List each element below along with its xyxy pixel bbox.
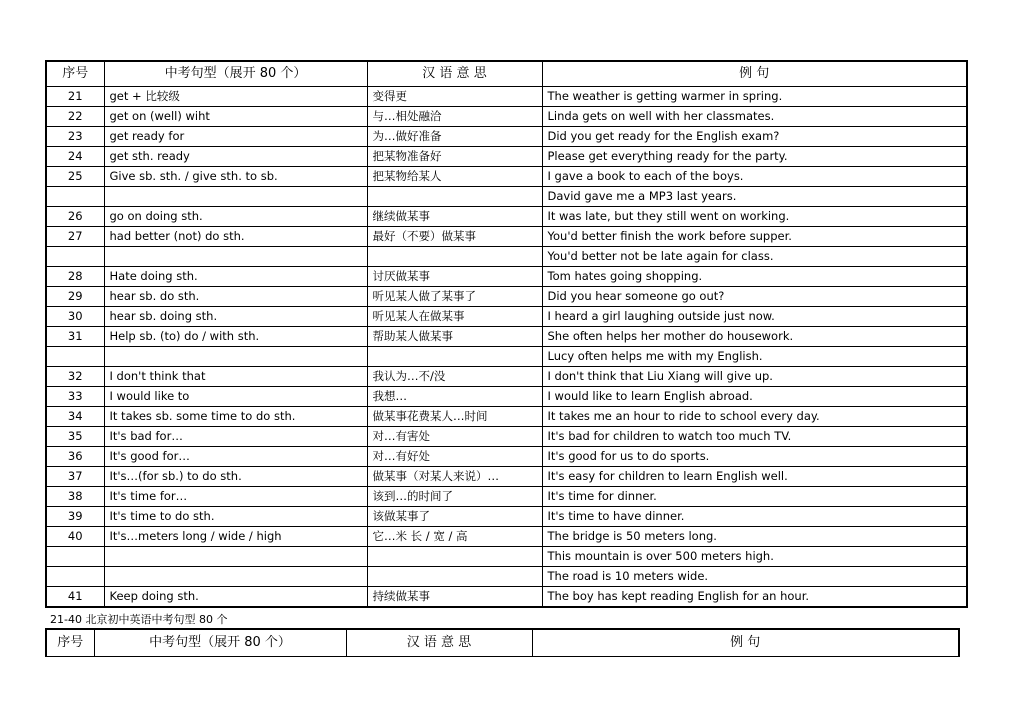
row-example: It was late, but they still went on working. [542,207,967,227]
row-num: 21 [46,87,104,107]
row-meaning: 做某事（对某人来说）… [367,467,542,487]
row-example: You'd better not be late again for class. [542,247,967,267]
row-meaning: 对…有好处 [367,447,542,467]
table-row [46,187,967,207]
row-example: It takes me an hour to ride to school every day. [542,407,967,427]
sentence-pattern-table [45,60,968,608]
row-num [46,547,104,567]
row-example: It's easy for children to learn English well. [542,467,967,487]
row-pattern: I don't think that [104,367,367,387]
table-row [46,207,967,227]
row-meaning: 把某物给某人 [367,167,542,187]
row-example: Please get everything ready for the party. [542,147,967,167]
row-num: 38 [46,487,104,507]
row-pattern [104,187,367,207]
table-row [46,327,967,347]
row-example: The boy has kept reading English for an hour. [542,587,967,608]
row-meaning: 最好（不要）做某事 [367,227,542,247]
row-pattern: get sth. ready [104,147,367,167]
row-example: Did you hear someone go out? [542,287,967,307]
table-row [46,127,967,147]
row-example: It's good for us to do sports. [542,447,967,467]
table-row [46,467,967,487]
row-meaning [367,187,542,207]
row-num [46,247,104,267]
row-num [46,347,104,367]
table-row [46,527,967,547]
row-num: 26 [46,207,104,227]
row-example: Did you get ready for the English exam? [542,127,967,147]
table-header-row [46,61,967,87]
row-pattern: Give sb. sth. / give sth. to sb. [104,167,367,187]
row-meaning: 该做某事了 [367,507,542,527]
table-row [46,367,967,387]
row-example: The bridge is 50 meters long. [542,527,967,547]
table-row [46,567,967,587]
row-example: I don't think that Liu Xiang will give up. [542,367,967,387]
page-caption: 21-40 北京初中英语中考句型 80 个 [50,613,228,626]
row-meaning: 帮助某人做某事 [367,327,542,347]
row-num: 31 [46,327,104,347]
header-example: 例 句 [542,61,967,87]
table-row [46,247,967,267]
row-example: It's time to have dinner. [542,507,967,527]
row-example: Lucy often helps me with my English. [542,347,967,367]
row-num: 28 [46,267,104,287]
table-row [46,487,967,507]
row-pattern: It's bad for… [104,427,367,447]
row-example: She often helps her mother do housework. [542,327,967,347]
row-num: 30 [46,307,104,327]
header-meaning: 汉 语 意 思 [367,61,542,87]
row-example: It's bad for children to watch too much TV. [542,427,967,447]
table-header-row-2 [46,629,959,657]
row-meaning [367,567,542,587]
table-row [46,147,967,167]
row-pattern: get ready for [104,127,367,147]
row-meaning: 把某物准备好 [367,147,542,167]
row-pattern: had better (not) do sth. [104,227,367,247]
table-body [46,87,967,608]
row-meaning: 我想… [367,387,542,407]
row-pattern: It's good for… [104,447,367,467]
table-row [46,167,967,187]
row-num: 37 [46,467,104,487]
row-meaning: 该到…的时间了 [367,487,542,507]
row-meaning [367,547,542,567]
row-num: 34 [46,407,104,427]
row-meaning: 做某事花费某人…时间 [367,407,542,427]
row-meaning: 持续做某事 [367,587,542,608]
row-num: 32 [46,367,104,387]
row-num: 35 [46,427,104,447]
table-row [46,267,967,287]
row-pattern: get + 比较级 [104,87,367,107]
row-example: The road is 10 meters wide. [542,567,967,587]
row-example: Linda gets on well with her classmates. [542,107,967,127]
row-pattern: go on doing sth. [104,207,367,227]
row-example: I heard a girl laughing outside just now. [542,307,967,327]
table-row [46,347,967,367]
row-num: 40 [46,527,104,547]
row-pattern [104,547,367,567]
row-num: 25 [46,167,104,187]
row-num [46,187,104,207]
row-example: David gave me a MP3 last years. [542,187,967,207]
row-num: 29 [46,287,104,307]
row-meaning: 与…相处融洽 [367,107,542,127]
table-row [46,427,967,447]
table-row [46,587,967,608]
row-pattern: It takes sb. some time to do sth. [104,407,367,427]
header2-pattern: 中考句型（展开 80 个） [94,629,346,657]
table-row [46,507,967,527]
row-example: This mountain is over 500 meters high. [542,547,967,567]
row-pattern [104,247,367,267]
row-num: 27 [46,227,104,247]
next-page-table-header [45,628,960,657]
row-pattern: It's…(for sb.) to do sth. [104,467,367,487]
header-pattern: 中考句型（展开 80 个） [104,61,367,87]
row-example: You'd better finish the work before supper. [542,227,967,247]
row-meaning: 变得更 [367,87,542,107]
row-pattern: Hate doing sth. [104,267,367,287]
row-num: 23 [46,127,104,147]
row-meaning: 对…有害处 [367,427,542,447]
table-row [46,547,967,567]
row-pattern: I would like to [104,387,367,407]
row-num: 24 [46,147,104,167]
row-pattern: Keep doing sth. [104,587,367,608]
row-meaning [367,347,542,367]
row-meaning: 我认为…不/没 [367,367,542,387]
table-row [46,447,967,467]
row-num: 22 [46,107,104,127]
row-meaning: 继续做某事 [367,207,542,227]
table-row [46,87,967,107]
header2-meaning: 汉 语 意 思 [346,629,532,657]
row-meaning: 听见某人做了某事了 [367,287,542,307]
row-pattern: It's time to do sth. [104,507,367,527]
row-num [46,567,104,587]
row-example: Tom hates going shopping. [542,267,967,287]
row-example: The weather is getting warmer in spring. [542,87,967,107]
row-num: 39 [46,507,104,527]
header2-example: 例 句 [532,629,959,657]
table-row [46,107,967,127]
row-meaning: 它…米 长 / 宽 / 高 [367,527,542,547]
table-row [46,407,967,427]
row-pattern: It's time for… [104,487,367,507]
row-meaning: 听见某人在做某事 [367,307,542,327]
row-meaning: 讨厌做某事 [367,267,542,287]
table-row [46,387,967,407]
row-num: 33 [46,387,104,407]
row-pattern: get on (well) wiht [104,107,367,127]
row-pattern: It's…meters long / wide / high [104,527,367,547]
header-num: 序号 [46,61,104,87]
header2-num: 序号 [46,629,94,657]
row-num: 41 [46,587,104,608]
row-meaning [367,247,542,267]
row-num: 36 [46,447,104,467]
row-example: It's time for dinner. [542,487,967,507]
row-pattern: Help sb. (to) do / with sth. [104,327,367,347]
row-pattern [104,347,367,367]
row-pattern: hear sb. do sth. [104,287,367,307]
row-example: I gave a book to each of the boys. [542,167,967,187]
table-row [46,287,967,307]
table-row [46,227,967,247]
row-pattern: hear sb. doing sth. [104,307,367,327]
row-example: I would like to learn English abroad. [542,387,967,407]
table-row [46,307,967,327]
row-pattern [104,567,367,587]
row-meaning: 为…做好准备 [367,127,542,147]
